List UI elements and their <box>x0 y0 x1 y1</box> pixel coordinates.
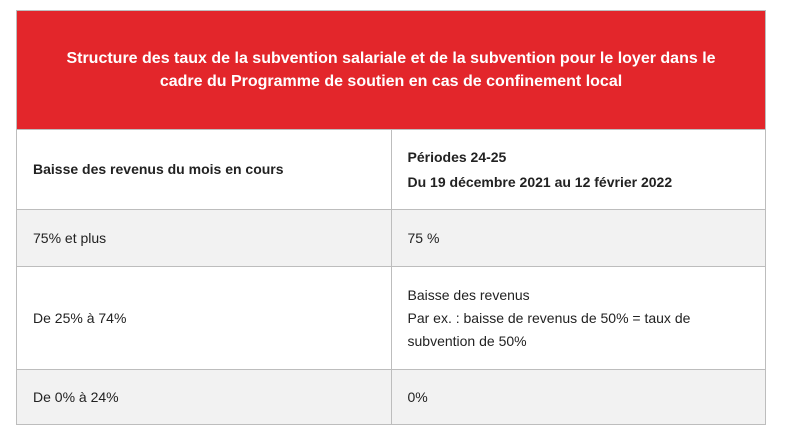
header-revenue-decline: Baisse des revenus du mois en cours <box>17 130 392 210</box>
row-rate-example-cont: subvention de 50% <box>407 332 527 349</box>
header-row <box>17 130 766 210</box>
header-periods-dates: Du 19 décembre 2021 au 12 février 2022 <box>407 173 673 190</box>
row-rate-cell <box>391 370 766 425</box>
subsidy-rate-table <box>16 10 766 425</box>
title-row <box>17 11 766 130</box>
row-rate-text: 75 % <box>407 230 440 246</box>
row-rate-cell <box>391 267 766 370</box>
table-row <box>17 370 766 425</box>
table-row <box>17 267 766 370</box>
row-rate-text: Baisse des revenus <box>407 286 530 303</box>
row-decline-cell: 75% et plus <box>17 210 392 267</box>
table-row <box>17 210 766 267</box>
header-periods-label: Périodes 24-25 <box>407 148 507 165</box>
row-decline-cell: De 25% à 74% <box>17 267 392 370</box>
row-rate-cell <box>391 210 766 267</box>
table-title: Structure des taux de la subvention salariale et de la subvention pour le loyer dans le cadre du Programme de soutien en cas de confinement local <box>17 11 766 130</box>
row-decline-cell: De 0% à 24% <box>17 370 392 425</box>
row-rate-text: 0% <box>407 389 428 405</box>
subsidy-rate-table-container <box>16 10 766 425</box>
row-rate-example: Par ex. : baisse de revenus de 50% = taux de <box>407 309 691 326</box>
header-periods <box>391 130 766 210</box>
